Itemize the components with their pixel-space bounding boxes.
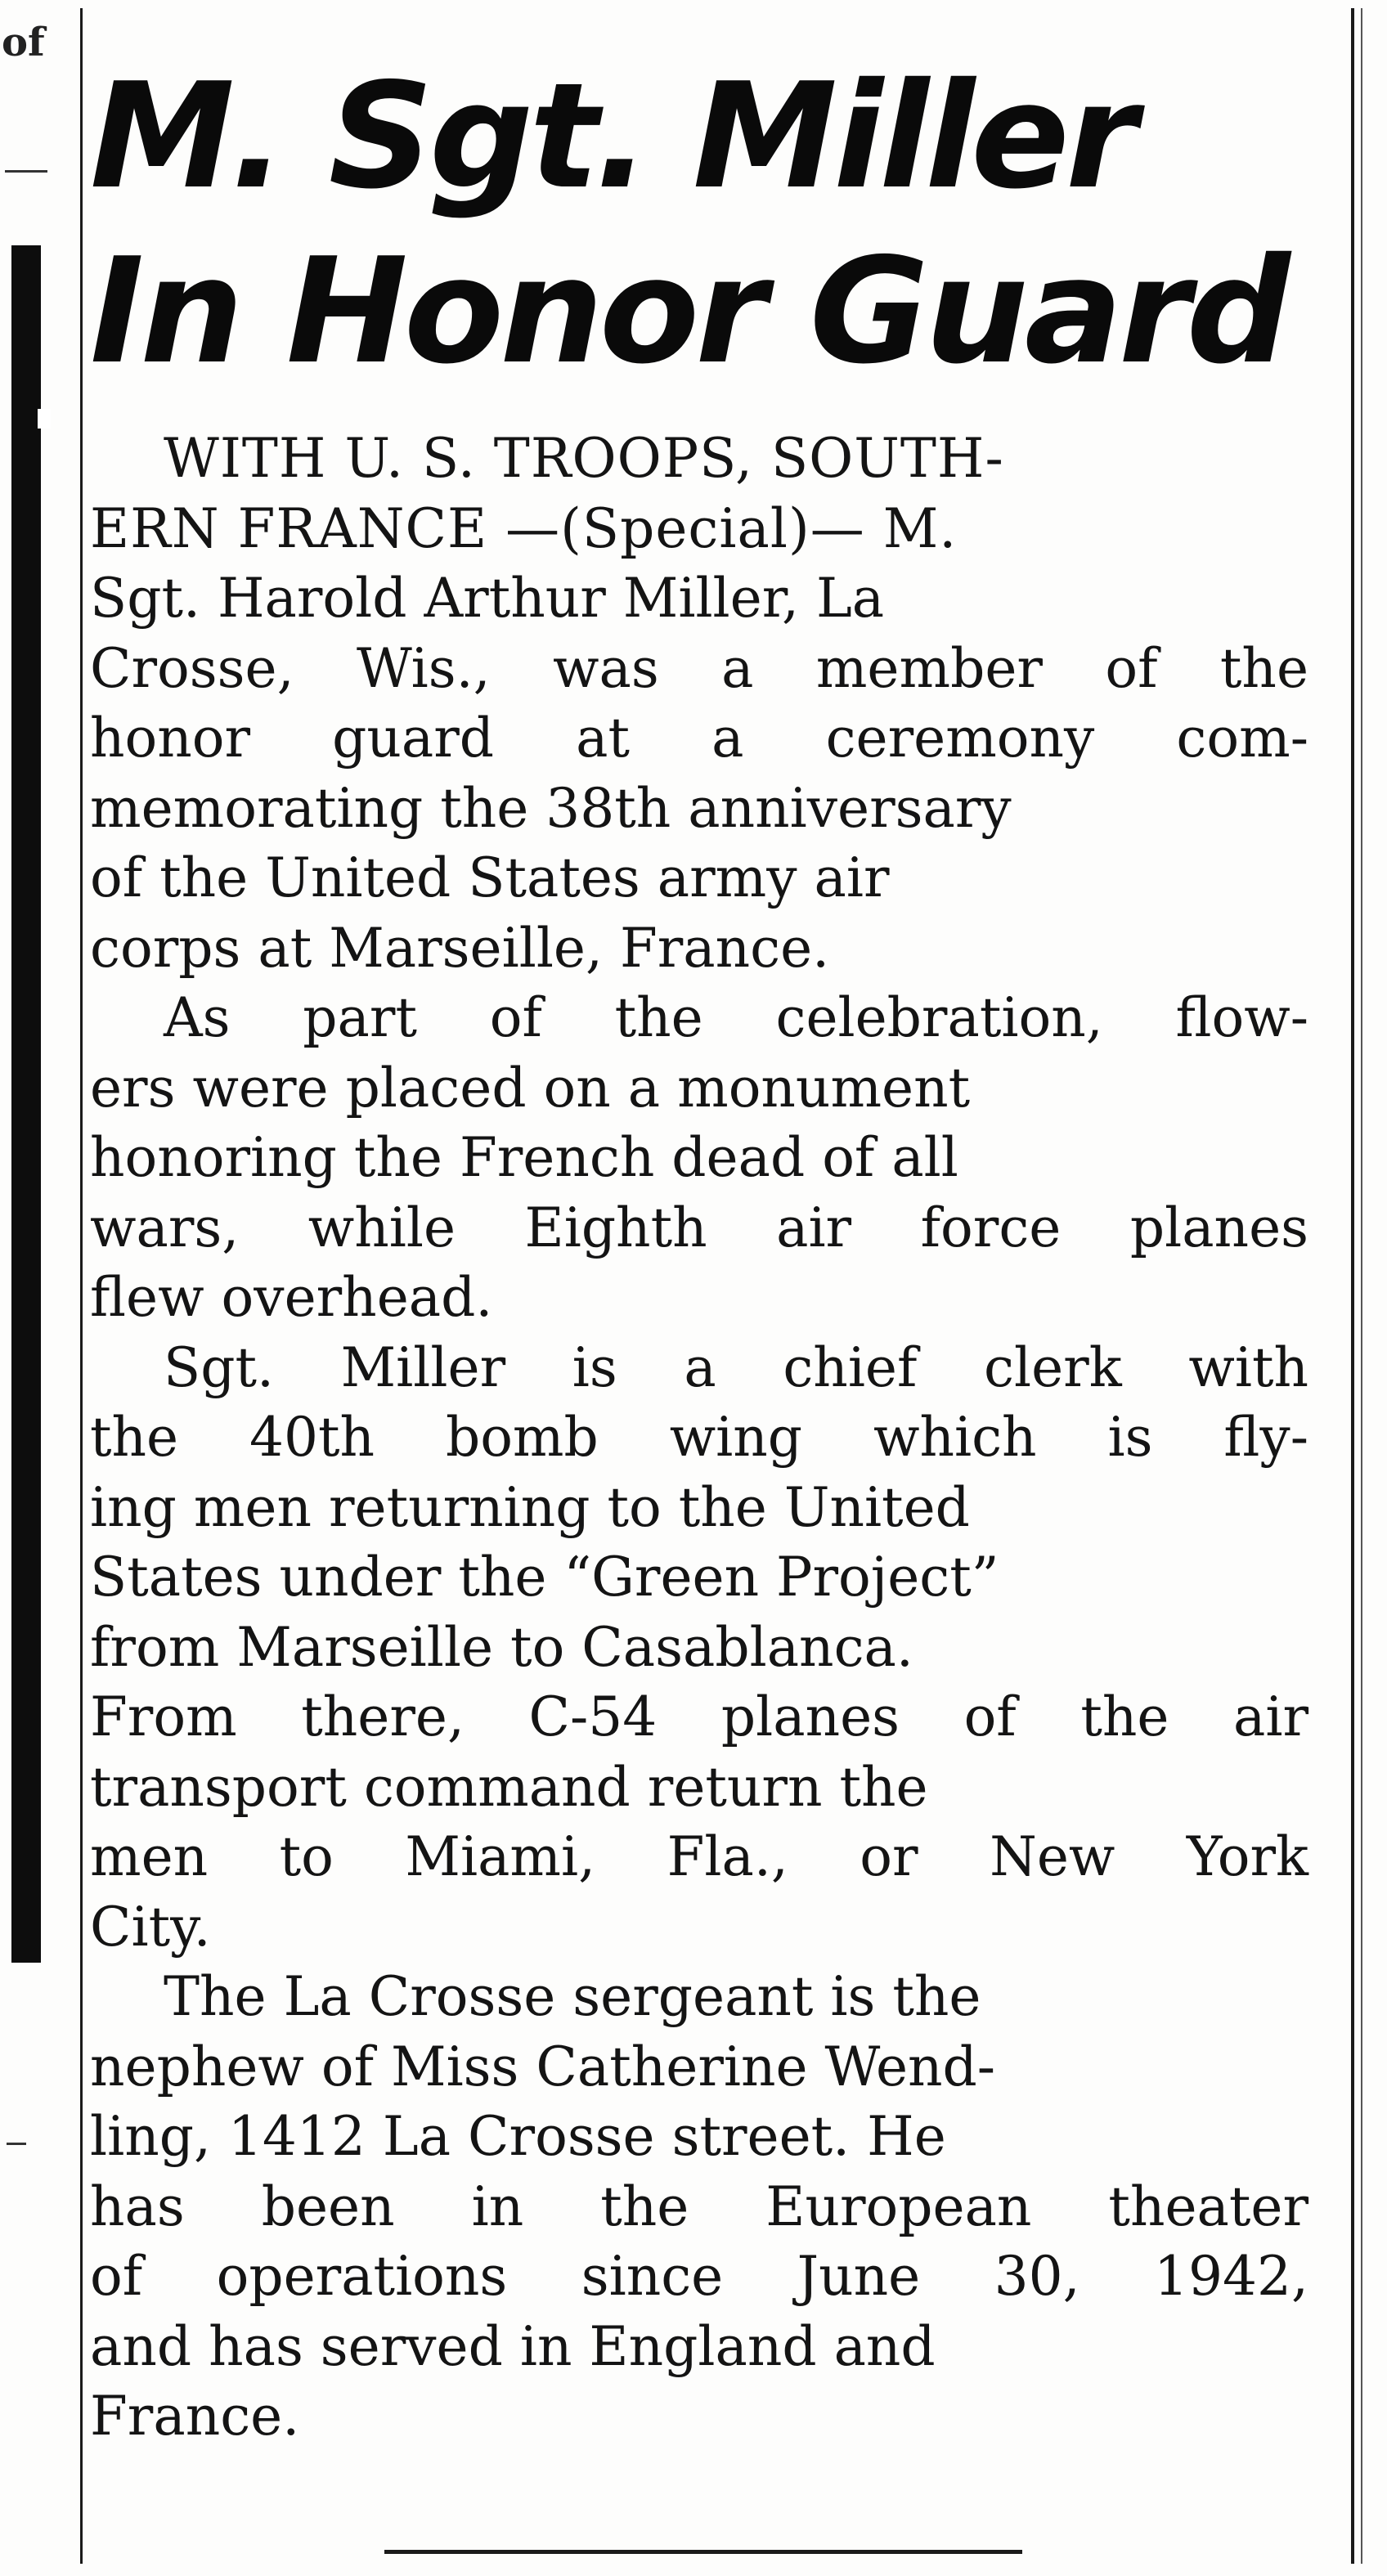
text-line: ling, 1412 La Crosse street. He [90,2105,946,2168]
text-line: flew overhead. [90,1266,493,1329]
text-line: nephew of Miss Catherine Wend- [90,2035,996,2098]
text-line: Sgt. Harold Arthur Miller, La [90,567,885,630]
text-line: France. [90,2385,300,2448]
text-line: Sgt. Miller is a chief clerk with [164,1335,1308,1399]
headline [90,49,1308,399]
text-line: wars, while Eighth air force planes [90,1196,1308,1259]
text-line: The La Crosse sergeant is the [164,1965,981,2028]
text-line: honoring the French dead of all [90,1126,958,1189]
text-line: men to Miami, Fla., or New York [90,1825,1308,1888]
headline-line-2: In Honor Guard [90,227,1287,396]
text-line: WITH U. S. TROOPS, SOUTH- [164,427,1004,490]
column-rule-left [80,8,83,2564]
paragraph-3 [90,1333,1308,1963]
bottom-rule [384,2550,1022,2554]
text-line: From there, C-54 planes of the air [90,1685,1308,1748]
article-body [90,424,1308,2452]
text-line: of operations since June 30, 1942, [90,2245,1308,2308]
text-line: corps at Marseille, France. [90,916,830,980]
text-line: Crosse, Wis., was a member of the [90,636,1308,700]
text-line: ing men returning to the United [90,1475,970,1539]
text-line: the 40th bomb wing which is fly- [90,1406,1308,1469]
text-line: memorating the 38th anniversary [90,776,1012,840]
adjacent-column-text-fragment: of [2,20,45,65]
article [90,49,1308,2551]
paragraph-2 [90,983,1308,1333]
adjacent-column-remnant [0,0,65,2576]
adjacent-column-tick [5,170,47,173]
text-line: City. [90,1895,211,1959]
text-line: As part of the celebration, flow- [164,986,1308,1049]
text-line: from Marseille to Casablanca. [90,1615,913,1679]
adjacent-column-tick [7,2143,26,2145]
paragraph-4 [90,1962,1308,2452]
column-rule-right [1351,8,1354,2564]
headline-line-1: M. Sgt. Miller [90,52,1133,221]
text-line: of the United States army air [90,846,890,909]
adjacent-column-black-bar [11,458,41,1963]
text-line: States under the “Green Project” [90,1546,999,1609]
text-line: has been in the European theater [90,2174,1308,2238]
text-line: transport command return the [90,1755,928,1819]
paragraph-1 [90,424,1308,983]
adjacent-column-notch [38,409,51,429]
text-line: ERN FRANCE —(Special)— M. [90,496,958,560]
text-line: ers were placed on a monument [90,1056,971,1120]
text-line: and has served in England and [90,2314,936,2378]
column-rule-right-outer [1361,8,1362,2564]
text-line: honor guard at a ceremony com- [90,707,1308,770]
